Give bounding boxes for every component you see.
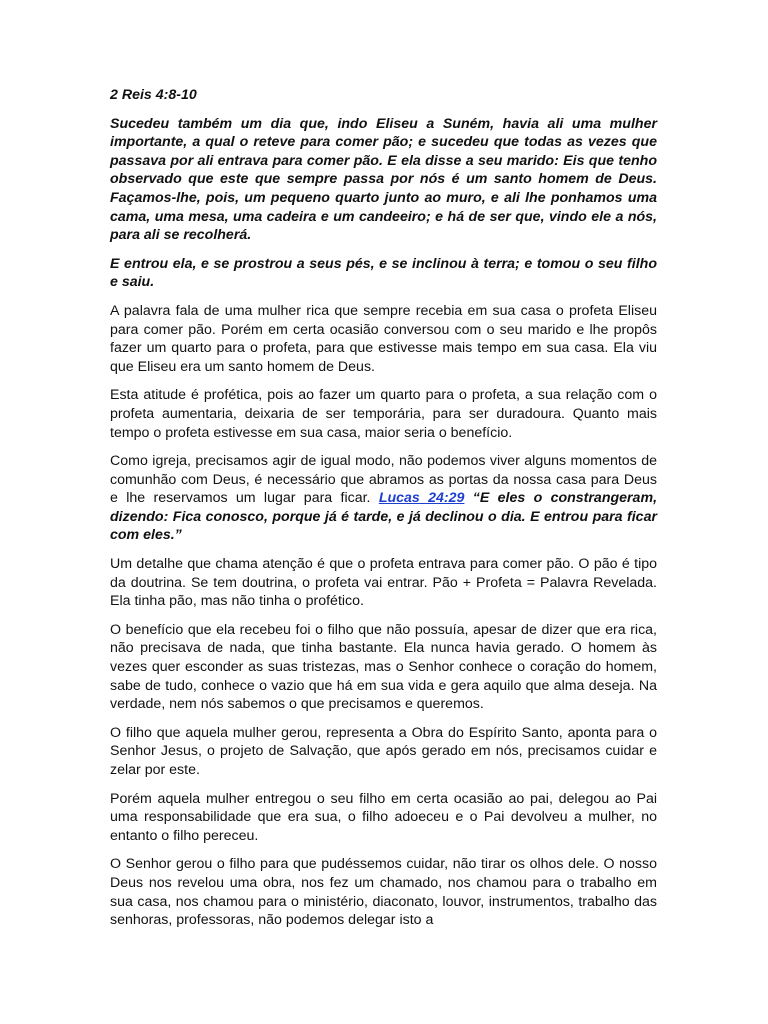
body-paragraph-3 bbox=[110, 452, 657, 545]
body-paragraph-2: Esta atitude é profética, pois ao fazer um quarto para o profeta, a sua relação com o profeta aumentaria, deixaria de ser temporária, para ser duradoura. Quanto mais tempo o profeta estivesse em sua casa, maior seria o benefício. bbox=[110, 387, 657, 441]
verse-paragraph-1: Sucedeu também um dia que, indo Eliseu a Suném, havia ali uma mulher importante, a qual o reteve para comer pão; e sucedeu que todas as vezes que passava por ali entrava para comer pão. E ela disse a seu marido: Eis que tenho observado que este que sempre passa por nós é um santo homem de Deus. Façamos-lhe, pois, um pequeno quarto junto ao muro, e ali lhe ponhamos uma cama, uma mesa, uma cadeira e um candeeiro; e há de ser que, vindo ele a nós, para ali se recolherá. bbox=[110, 115, 657, 244]
body-paragraph-6: O filho que aquela mulher gerou, representa a Obra do Espírito Santo, aponta para o Senhor Jesus, o projeto de Salvação, que após gerado em nós, precisamos cuidar e zelar por este. bbox=[110, 724, 657, 778]
document-page bbox=[110, 86, 657, 940]
body-paragraph-5: O benefício que ela recebeu foi o filho que não possuía, apesar de dizer que era rica, não precisava de nada, que tinha bastante. Ela nunca havia gerado. O homem às vezes quer esconder as suas tristezas, mas o Senhor conhece o coração do homem, sabe de tudo, conhece o vazio que há em sua vida e gera aquilo que alma deseja. Na verdade, nem nós sabemos o que precisamos e queremos. bbox=[110, 621, 657, 713]
body-paragraph-7: Porém aquela mulher entregou o seu filho em certa ocasião ao pai, delegou ao Pai uma responsabilidade que era sua, o filho adoeceu e o Pai devolveu a mulher, no entanto o filho pereceu. bbox=[110, 790, 657, 844]
scripture-link-lucas[interactable]: Lucas 24:29 bbox=[378, 490, 465, 507]
scripture-quote: “E eles o constrangeram, dizendo: Fica conosco, porque já é tarde, e já declinou o dia. E entrou para ficar com eles.” bbox=[110, 490, 658, 544]
body-paragraph-3-text: Como igreja, precisamos agir de igual modo, não podemos viver alguns momentos de comunhão com Deus, é necessário que abramos as portas da nossa casa para Deus e lhe reservamos um lugar para ficar. bbox=[110, 453, 657, 507]
body-paragraph-8: O Senhor gerou o filho para que pudéssemos cuidar, não tirar os olhos dele. O nosso Deus nos revelou uma obra, nos fez um chamado, nos chamou para o trabalho em sua casa, nos chamou para o ministério, diaconato, louvor, instrumentos, trabalho das senhoras, professoras, não podemos delegar isto a bbox=[110, 856, 657, 929]
body-paragraph-1: A palavra fala de uma mulher rica que sempre recebia em sua casa o profeta Eliseu para comer pão. Porém em certa ocasião conversou com o seu marido e lhe propôs fazer um quarto para o profeta, para que estivesse mais tempo em sua casa. Ela viu que Eliseu era um santo homem de Deus. bbox=[110, 302, 657, 375]
verse-paragraph-2: E entrou ela, e se prostrou a seus pés, e se inclinou à terra; e tomou o seu filho e saiu. bbox=[110, 255, 657, 291]
body-paragraph-4: Um detalhe que chama atenção é que o profeta entrava para comer pão. O pão é tipo da doutrina. Se tem doutrina, o profeta vai entrar. Pão + Profeta = Palavra Revelada. Ela tinha pão, mas não tinha o profético. bbox=[110, 556, 657, 610]
bible-reference-heading: 2 Reis 4:8-10 bbox=[110, 87, 197, 103]
